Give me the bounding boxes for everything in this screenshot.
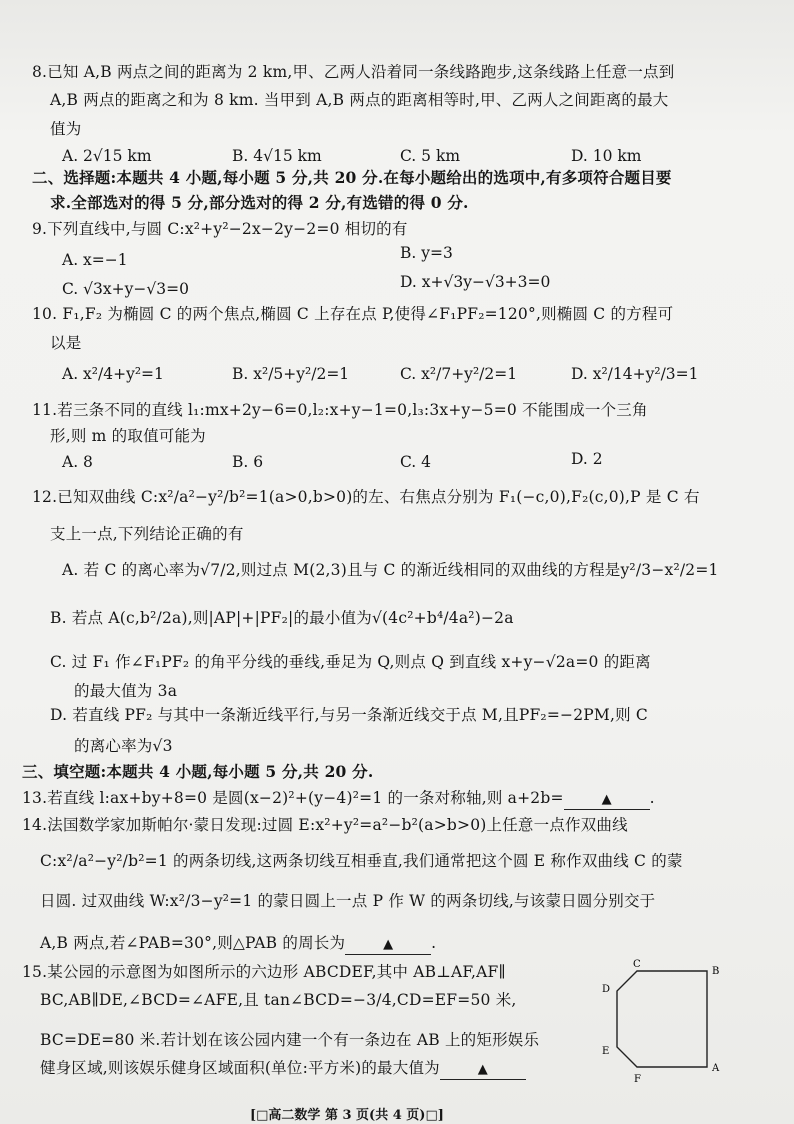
q9-stem: 9.下列直线中,与圆 C:x²+y²−2x−2y−2=0 相切的有	[32, 220, 408, 238]
q12-option-d-line2: 的离心率为√3	[74, 737, 173, 755]
q12-line2: 支上一点,下列结论正确的有	[50, 525, 244, 543]
q15-line1: 15.某公园的示意图为如图所示的六边形 ABCDEF,其中 AB⊥AF,AF∥	[22, 963, 506, 981]
q8-option-c: C. 5 km	[400, 147, 461, 165]
q14-line2: C:x²/a²−y²/b²=1 的两条切线,这两条切线互相垂直,我们通常把这个圆 E 称作双曲线 C 的蒙	[40, 852, 683, 870]
hexagon-outline	[617, 971, 707, 1067]
vertex-label-a: A	[712, 1063, 720, 1074]
q8-line1: 8.已知 A,B 两点之间的距离为 2 km,甲、乙两人沿着同一条线路跑步,这条线路上任意一点到	[32, 63, 675, 81]
q9-option-d: D. x+√3y−√3+3=0	[400, 273, 551, 291]
q11-option-d: D. 2	[571, 450, 603, 468]
q8-option-d: D. 10 km	[571, 147, 642, 165]
vertex-label-d: D	[602, 984, 611, 995]
q12-option-d-line1: D. 若直线 PF₂ 与其中一条渐近线平行,与另一条渐近线交于点 M,且PF₂=−2PM,则 C	[50, 706, 648, 724]
q15-line2: BC,AB∥DE,∠BCD=∠AFE,且 tan∠BCD=−3/4,CD=EF=50 米,	[40, 991, 517, 1009]
q13-line1: 13.若直线 l:ax+by+8=0 是圆(x−2)²+(y−4)²=1 的一条对称轴,则 a+2b= ▲ .	[22, 788, 655, 810]
q15-line3: BC=DE=80 米.若计划在该公园内建一个有一条边在 AB 上的矩形娱乐	[40, 1031, 540, 1049]
vertex-label-b: B	[712, 966, 720, 977]
q9-option-a: A. x=−1	[62, 251, 128, 269]
triangle-icon: ▲	[477, 1062, 488, 1077]
q15-line4	[40, 1058, 526, 1080]
q12-option-b: B. 若点 A(c,b²/2a),则|AP|+|PF₂|的最小值为√(4c²+b⁴/4a²)−2a	[50, 609, 514, 627]
q9-option-b: B. y=3	[400, 244, 453, 262]
q10-option-d: D. x²/14+y²/3=1	[571, 365, 699, 383]
vertex-label-c: C	[633, 959, 641, 970]
q12-option-c-line2: 的最大值为 3a	[74, 682, 178, 700]
q15-answer-blank[interactable]	[440, 1059, 526, 1080]
q12-line1: 12.已知双曲线 C:x²/a²−y²/b²=1(a>0,b>0)的左、右焦点分别为 F₁(−c,0),F₂(c,0),P 是 C 右	[32, 488, 700, 506]
q8-option-b: B. 4√15 km	[232, 147, 322, 165]
triangle-icon: ▲	[601, 792, 612, 807]
q10-option-c: C. x²/7+y²/2=1	[400, 365, 518, 383]
vertex-label-f: F	[634, 1074, 641, 1085]
q14-line4: A,B 两点,若∠PAB=30°,则△PAB 的周长为 ▲ .	[40, 933, 436, 955]
q11-line1: 11.若三条不同的直线 l₁:mx+2y−6=0,l₂:x+y−1=0,l₃:3x+y−5=0 不能围成一个三角	[32, 401, 648, 419]
q11-option-a: A. 8	[62, 453, 93, 471]
q10-option-b: B. x²/5+y²/2=1	[232, 365, 350, 383]
q11-option-c: C. 4	[400, 453, 432, 471]
section2-line2: 求.全部选对的得 5 分,部分选对的得 2 分,有选错的得 0 分.	[50, 193, 469, 212]
section2-line1: 二、选择题:本题共 4 小题,每小题 5 分,共 20 分.在每小题给出的选项中,有多项符合题目要	[32, 168, 672, 187]
q10-line2: 以是	[50, 334, 82, 352]
q13-answer-blank[interactable]	[564, 789, 650, 810]
q8-line3: 值为	[50, 120, 82, 138]
q12-option-a: A. 若 C 的离心率为√7/2,则过点 M(2,3)且与 C 的渐近线相同的双曲线的方程是y²/3−x²/2=1	[62, 561, 719, 579]
q14-line3: 日圆. 过双曲线 W:x²/3−y²=1 的蒙日圆上一点 P 作 W 的两条切线,与该蒙日圆分别交于	[40, 892, 656, 910]
q12-option-c-line1: C. 过 F₁ 作∠F₁PF₂ 的角平分线的垂线,垂足为 Q,则点 Q 到直线 x+y−√2a=0 的距离	[50, 653, 651, 671]
q14-line1: 14.法国数学家加斯帕尔·蒙日发现:过圆 E:x²+y²=a²−b²(a>b>0)上任意一点作双曲线	[22, 816, 628, 834]
section3-title: 三、填空题:本题共 4 小题,每小题 5 分,共 20 分.	[22, 762, 374, 781]
q11-line2: 形,则 m 的取值可能为	[50, 427, 206, 445]
q14-text: A,B 两点,若∠PAB=30°,则△PAB 的周长为	[40, 934, 346, 952]
q10-line1: 10. F₁,F₂ 为椭圆 C 的两个焦点,椭圆 C 上存在点 P,使得∠F₁PF₂=120°,则椭圆 C 的方程可	[32, 305, 674, 323]
page-footer: [□高二数学 第 3 页(共 4 页)□]	[250, 1108, 444, 1123]
q13-text: 13.若直线 l:ax+by+8=0 是圆(x−2)²+(y−4)²=1 的一条对称轴,则 a+2b=	[22, 789, 564, 807]
q14-answer-blank[interactable]	[345, 934, 431, 955]
q11-option-b: B. 6	[232, 453, 264, 471]
q15-hexagon-figure	[592, 955, 732, 1090]
triangle-icon: ▲	[383, 937, 394, 952]
q10-option-a: A. x²/4+y²=1	[62, 365, 164, 383]
q8-option-a: A. 2√15 km	[62, 147, 152, 165]
q9-option-c: C. √3x+y−√3=0	[62, 280, 189, 298]
q8-line2: A,B 两点的距离之和为 8 km. 当甲到 A,B 两点的距离相等时,甲、乙两人之间距离的最大	[50, 91, 669, 109]
vertex-label-e: E	[602, 1046, 610, 1057]
q15-text: 健身区域,则该娱乐健身区域面积(单位:平方米)的最大值为	[40, 1059, 440, 1077]
